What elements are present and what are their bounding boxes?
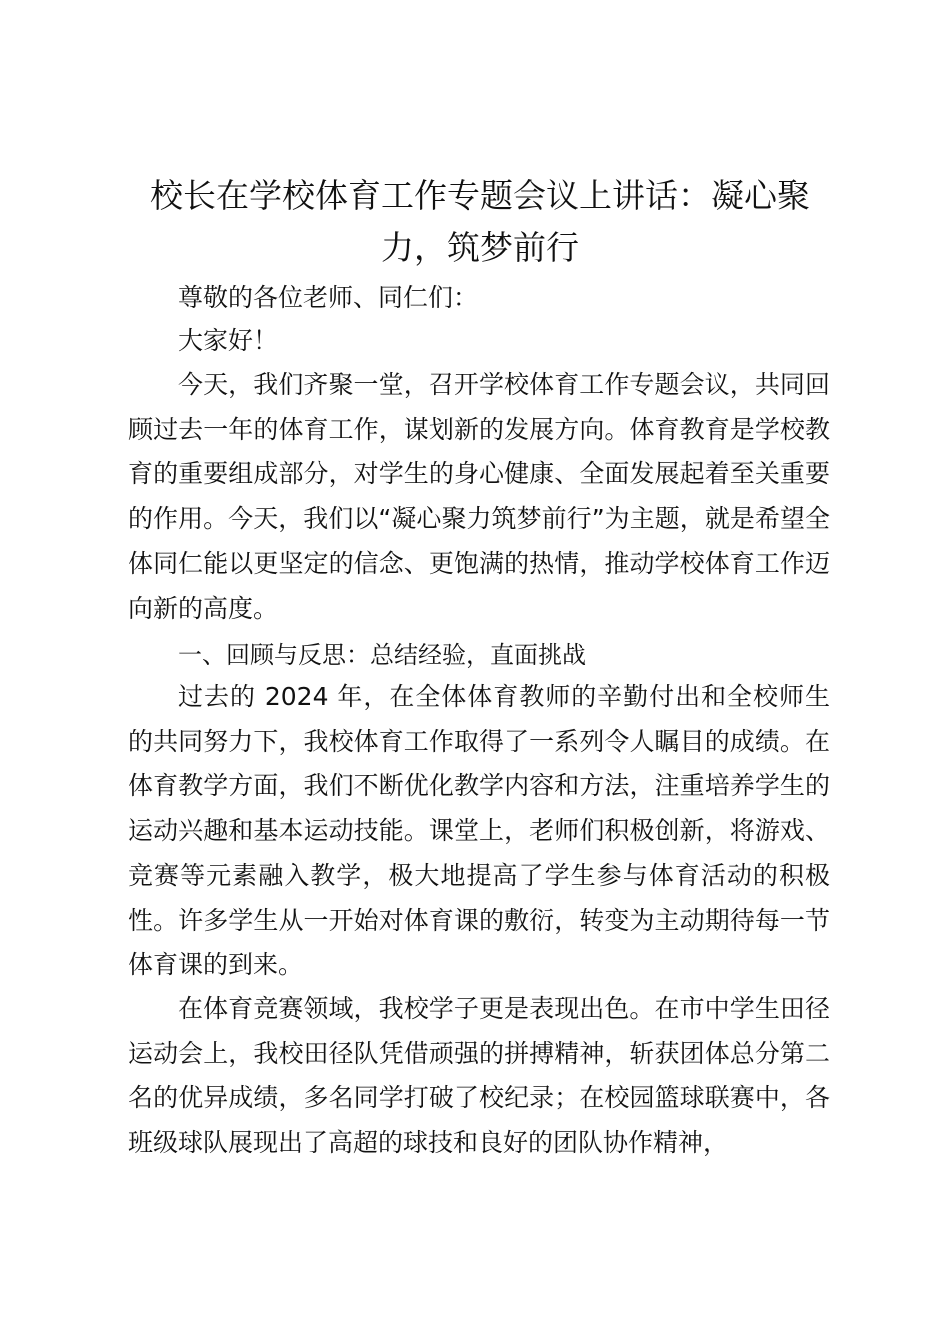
greeting: 大家好！: [178, 326, 279, 355]
salutation: 尊敬的各位老师、同仁们：: [178, 283, 479, 312]
paragraph-intro: 今天，我们齐聚一堂，召开学校体育工作专题会议，共同回顾过去一年的体育工作，谋划新的发展方向。体育教育是学校教育的重要组成部分，对学生的身心健康、全面发展起着至关重要的作用。今天，我们以“凝心聚力筑梦前行”为主题，就是希望全体同仁能以更坚定的信念、更饱满的热情，推动学校体育工作迈向新的高度。: [128, 370, 830, 623]
document-title: 校长在学校体育工作专题会议上讲话：凝心聚力，筑梦前行: [150, 176, 810, 267]
section-heading: 一、回顾与反思：总结经验，直面挑战: [178, 641, 586, 669]
paragraph-competition: 在体育竞赛领域，我校学子更是表现出色。在市中学生田径运动会上，我校田径队凭借顽强的拼搏精神，斩获团体总分第二名的优异成绩，多名同学打破了校纪录；在校园篮球联赛中，各班级球队展现出了高超的球技和良好的团队协作精神，: [128, 994, 830, 1158]
paragraph-review: 过去的 2024 年，在全体体育教师的辛勤付出和全校师生的共同努力下，我校体育工作取得了一系列令人瞩目的成绩。在体育教学方面，我们不断优化教学内容和方法，注重培养学生的运动兴趣和基本运动技能。课堂上，老师们积极创新，将游戏、竞赛等元素融入教学，极大地提高了学生参与体育活动的积极性。许多学生从一开始对体育课的敷衍，转变为主动期待每一节体育课的到来。: [128, 682, 830, 980]
